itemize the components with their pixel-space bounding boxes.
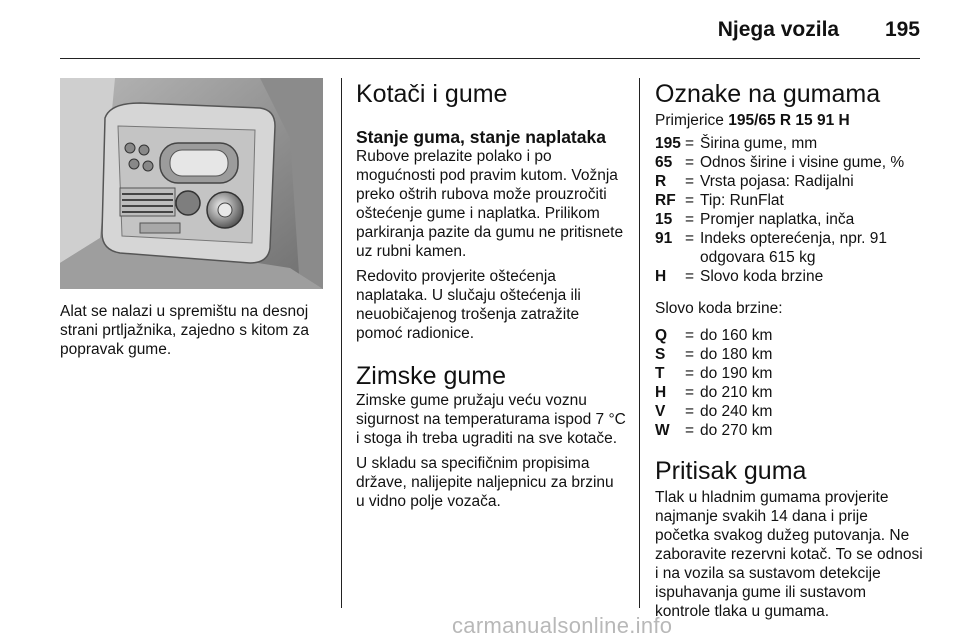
code-key: RF (655, 192, 676, 209)
list-item (655, 345, 925, 364)
speed-value: do 160 km (700, 327, 773, 344)
photo-caption-column (60, 302, 328, 365)
equals-sign: = (685, 422, 695, 439)
trunk-tool-illustration (60, 78, 323, 289)
tyre-markings-title: Oznake na gumama (655, 80, 881, 108)
section-title: Njega vozila (717, 18, 840, 41)
equals-sign: = (685, 365, 695, 382)
page-header (718, 18, 920, 42)
code-key: R (655, 173, 667, 190)
code-key: 65 (655, 154, 673, 171)
list-item (655, 134, 925, 153)
list-item (655, 229, 925, 267)
winter-tyres-title: Zimske gume (356, 362, 507, 390)
list-item (655, 421, 925, 440)
equals-sign: = (685, 403, 695, 420)
list-item (655, 153, 925, 172)
code-description: Promjer naplatka, inča (700, 211, 855, 228)
column-divider (341, 78, 342, 608)
tyre-pressure-paragraph: Tlak u hladnim gumama provjerite najmanje svakih 14 dana i prije početka svakog dužeg putovanja. Ne zaboravite rezervni kotač. To se odnosi i na vozila sa sustavom detekcije ispuhavanja gume ili sustavom kontrole tlaka u gumama. (655, 489, 923, 620)
code-description: Tip: RunFlat (700, 192, 784, 209)
code-key: 15 (655, 211, 673, 228)
list-item (655, 383, 925, 402)
speed-key: W (655, 422, 670, 439)
speed-code-intro: Slovo koda brzine: (655, 300, 783, 317)
equals-sign: = (685, 268, 695, 285)
watermark: carmanualsonline.info (452, 613, 673, 638)
list-item (655, 191, 925, 210)
speed-key: T (655, 365, 665, 382)
tyre-code-list (655, 134, 925, 286)
tyre-markings-column (655, 78, 925, 627)
speed-key: Q (655, 327, 668, 344)
wheels-tyres-column (356, 78, 626, 517)
equals-sign: = (685, 384, 695, 401)
winter-tyres-paragraph: Zimske gume pružaju veću voznu sigurnost na temperaturama ispod 7 °C i stoga ih treba ugraditi na sve kotače. (356, 392, 626, 447)
equals-sign: = (685, 327, 695, 344)
header-rule (60, 58, 920, 59)
speed-value: do 240 km (700, 403, 773, 420)
list-item (655, 210, 925, 229)
column-divider (639, 78, 640, 608)
equals-sign: = (685, 154, 695, 171)
photo-caption: Alat se nalazi u spremištu na desnoj strani prtljažnika, zajedno s kitom za popravak gume. (60, 303, 309, 358)
speed-key: V (655, 403, 666, 420)
code-key: H (655, 268, 667, 285)
tyre-condition-heading: Stanje guma, stanje naplataka (356, 127, 606, 147)
rim-check-paragraph: Redovito provjerite oštećenja naplataka. U slučaju oštećenja ili neuobičajenog trošenja zatražite pomoć radionice. (356, 268, 581, 342)
list-item (655, 402, 925, 421)
code-description: Širina gume, mm (700, 135, 818, 152)
speed-key: H (655, 384, 667, 401)
example-line (655, 111, 925, 130)
code-key: 195 (655, 135, 681, 152)
list-item (655, 364, 925, 383)
equals-sign: = (685, 173, 695, 190)
tyre-condition-paragraph: Rubove prelazite polako i po mogućnosti pod pravim kutom. Vožnja preko oštrih rubova može prouzročiti oštećenje gume i naplatka. Prilikom parkiranja pazite da gumu ne pritisnete uz rubni kamen. (356, 148, 624, 260)
equals-sign: = (685, 135, 695, 152)
speed-key: S (655, 346, 666, 363)
code-description: Vrsta pojasa: Radijalni (700, 173, 854, 190)
speed-value: do 270 km (700, 422, 773, 439)
example-value: 195/65 R 15 91 H (728, 112, 850, 129)
list-item (655, 172, 925, 191)
equals-sign: = (685, 192, 695, 209)
equals-sign: = (685, 346, 695, 363)
wheels-tyres-title: Kotači i gume (356, 80, 508, 108)
speed-value: do 210 km (700, 384, 773, 401)
list-item (655, 326, 925, 345)
tyre-pressure-title: Pritisak guma (655, 457, 807, 485)
example-label: Primjerice (655, 112, 724, 129)
list-item (655, 267, 925, 286)
page-number: 195 (884, 18, 920, 41)
code-key: 91 (655, 230, 673, 247)
speed-sticker-paragraph: U skladu sa specifičnim propisima države, nalijepite naljepnicu za brzinu u vidno polje vozača. (356, 455, 614, 510)
equals-sign: = (685, 211, 695, 228)
equals-sign: = (685, 230, 695, 247)
code-description: Slovo koda brzine (700, 268, 824, 285)
speed-value: do 180 km (700, 346, 773, 363)
trunk-tool-photo (60, 78, 323, 289)
speed-value: do 190 km (700, 365, 773, 382)
speed-code-list (655, 326, 925, 440)
code-description: Indeks opterećenja, npr. 91 odgovara 615 kg (700, 230, 887, 266)
code-description: Odnos širine i visine gume, % (700, 154, 905, 171)
